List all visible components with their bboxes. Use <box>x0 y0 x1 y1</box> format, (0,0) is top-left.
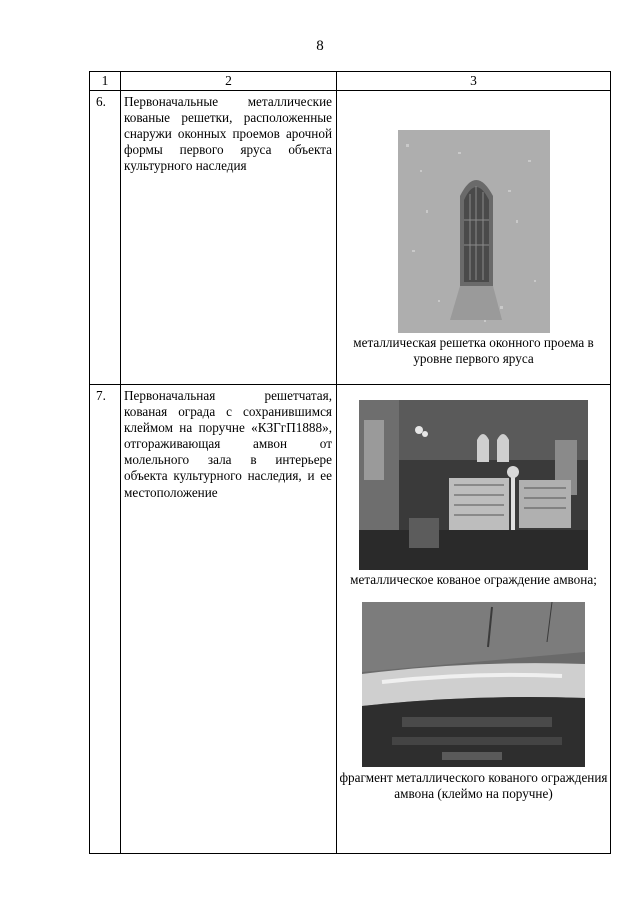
ambo-railing-photo <box>359 400 588 570</box>
photo-caption: металлическая решетка оконного проема в уровне первого яруса <box>353 335 594 367</box>
window-grille-photo <box>398 130 550 333</box>
row-description: Первоначальная решетчатая, кованая ограда с сохранившимся клеймом на поручне «КЗГгП1888», отгораживающая амвон от молельного зала в интерьере объекта культурного наследия, и ее местоположение <box>121 385 337 854</box>
row-description: Первоначальные металлические кованые решетки, расположенные снаружи оконных проемов арочной формы первого яруса объекта культурного наследия <box>121 91 337 385</box>
heritage-elements-table <box>89 71 611 854</box>
table-row <box>90 91 611 385</box>
table-header-row <box>90 72 611 91</box>
photo-caption: металлическое кованое ограждение амвона; <box>350 572 597 587</box>
railing-stamp-photo <box>362 602 585 767</box>
table-row <box>90 385 611 854</box>
row-number: 7. <box>90 385 121 854</box>
column-header-2: 2 <box>121 72 337 91</box>
row-number: 6. <box>90 91 121 385</box>
column-header-1: 1 <box>90 72 121 91</box>
photo-cell <box>337 385 611 854</box>
photo-cell <box>337 91 611 385</box>
column-header-3: 3 <box>337 72 611 91</box>
page-number: 8 <box>316 38 324 54</box>
photo-caption: фрагмент металлического кованого ограждения амвона (клеймо на поручне) <box>339 770 608 802</box>
